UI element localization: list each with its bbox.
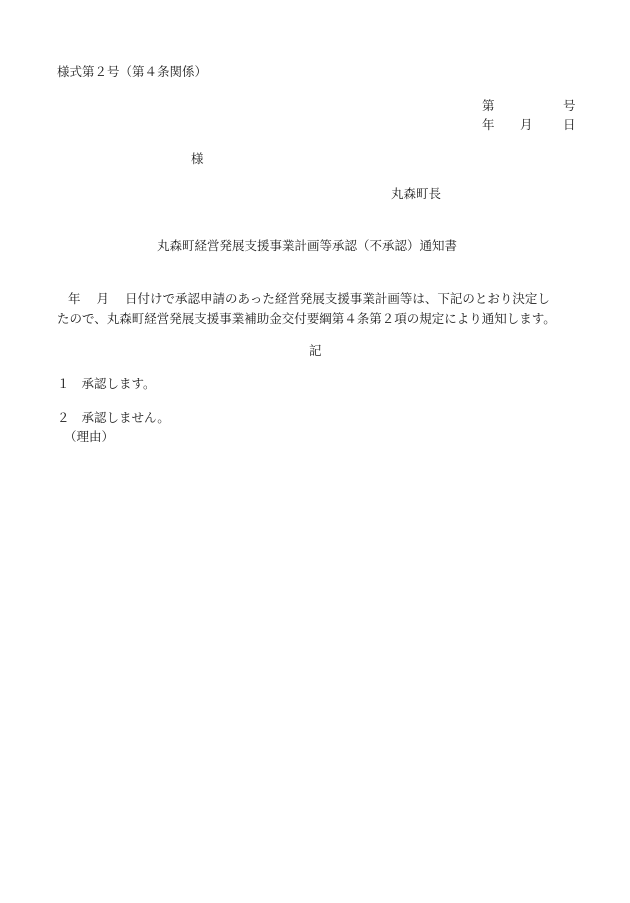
ki-heading: 記 bbox=[309, 343, 322, 358]
body-line-1 bbox=[68, 293, 550, 306]
document-number-suffix: 号 bbox=[563, 98, 576, 113]
recipient-honorific: 様 bbox=[191, 151, 204, 166]
item-text: 承認します。 bbox=[81, 376, 156, 391]
reason-label: （理由） bbox=[64, 429, 115, 444]
body-line-1-text: 日付けで承認申請のあった経営発展支援事業計画等は、下記のとおり決定し bbox=[125, 291, 550, 306]
item-number: ２ bbox=[57, 410, 70, 425]
list-item bbox=[57, 412, 170, 425]
document-number-label: 第 bbox=[482, 98, 495, 113]
sender-name: 丸森町長 bbox=[391, 186, 442, 201]
body-month-label: 月 bbox=[96, 291, 110, 306]
item-text: 承認しません。 bbox=[81, 410, 170, 425]
item-number: １ bbox=[57, 376, 70, 391]
body-line-2: たので、丸森町経営発展支援事業補助金交付要綱第４条第２項の規定により通知します。 bbox=[57, 311, 556, 326]
list-item bbox=[57, 378, 156, 391]
document-title: 丸森町経営発展支援事業計画等承認（不承認）通知書 bbox=[157, 238, 458, 253]
date-month-label: 月 bbox=[520, 117, 533, 132]
body-year-label: 年 bbox=[68, 291, 81, 306]
date-day-label: 日 bbox=[563, 117, 576, 132]
date-year-label: 年 bbox=[482, 117, 495, 132]
form-number: 様式第２号（第４条関係） bbox=[57, 64, 208, 79]
